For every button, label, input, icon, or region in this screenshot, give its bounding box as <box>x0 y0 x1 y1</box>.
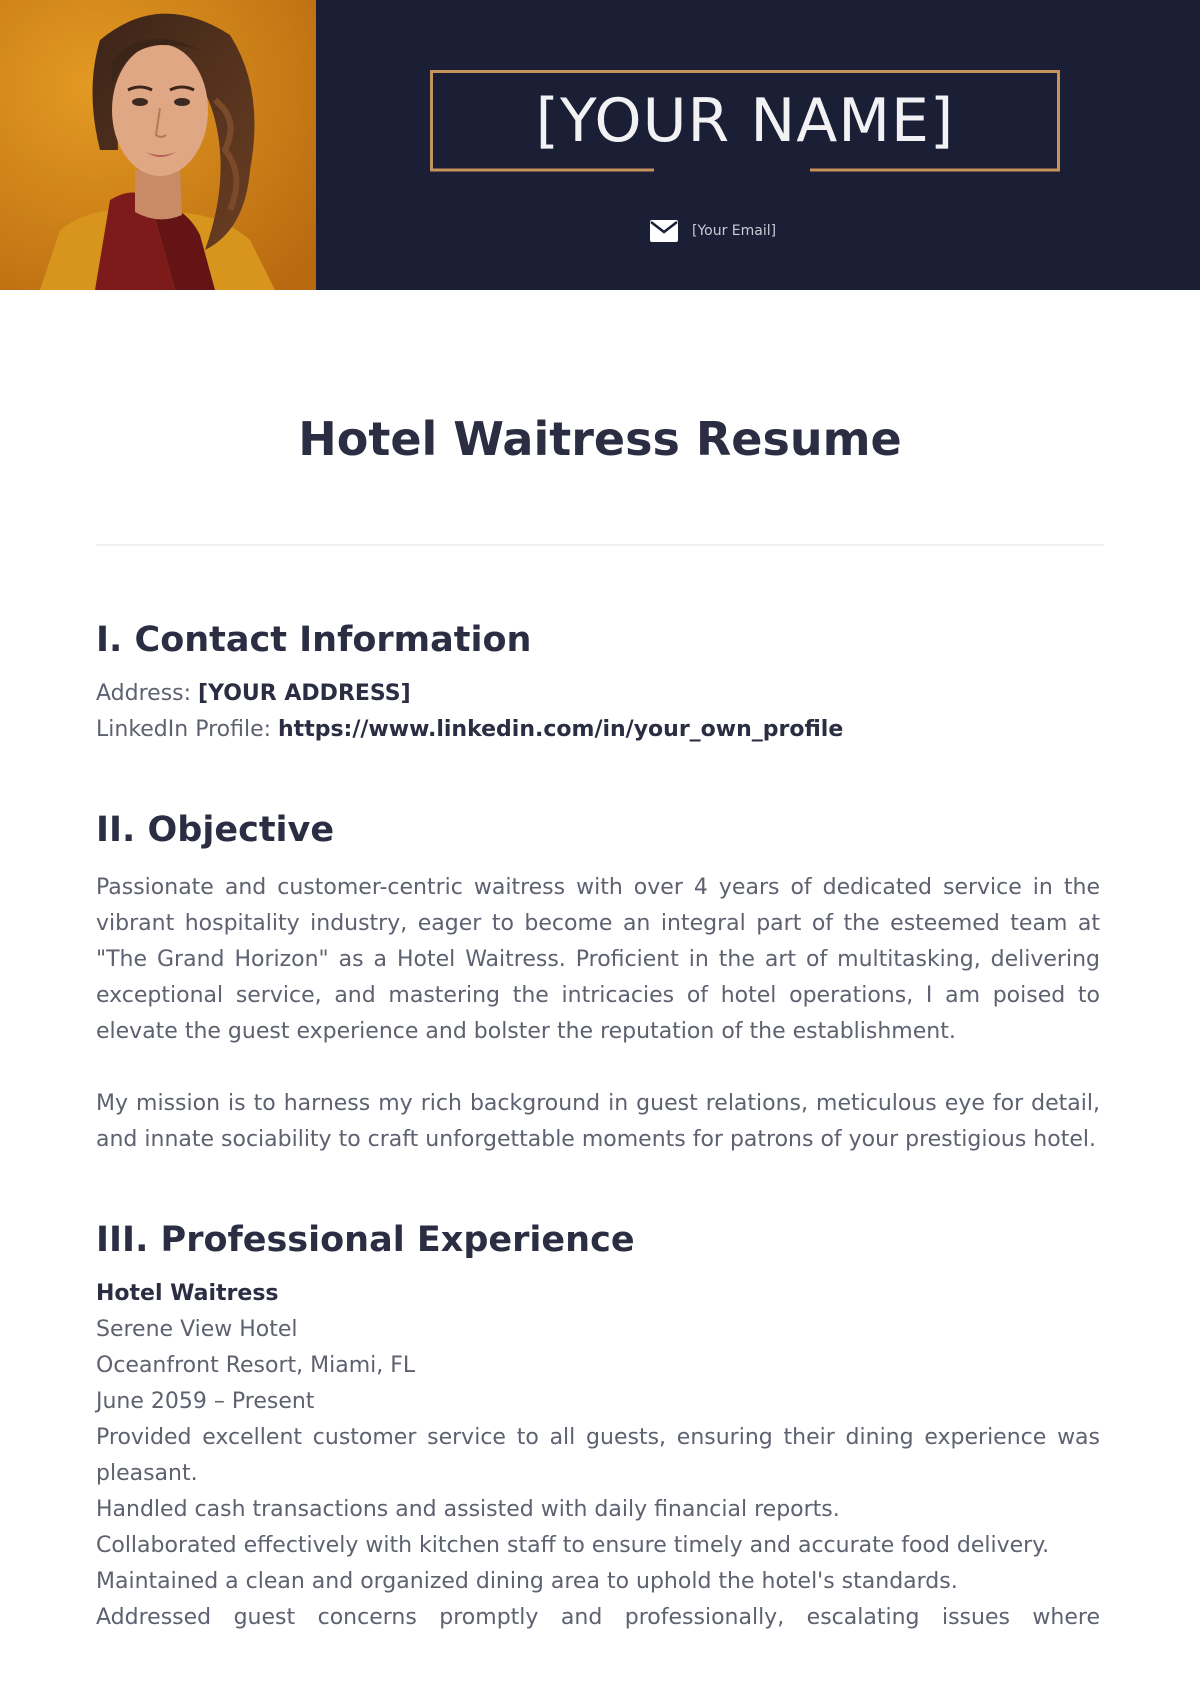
address-value: [YOUR ADDRESS] <box>198 681 411 706</box>
objective-section <box>96 802 1100 1158</box>
title-divider <box>96 544 1104 546</box>
duty-item: Maintained a clean and organized dining area to uphold the hotel's standards. <box>96 1569 958 1594</box>
resume-header <box>0 0 1200 290</box>
email-text: [Your Email] <box>692 223 777 239</box>
contact-section <box>96 612 1100 748</box>
employer: Serene View Hotel <box>96 1317 298 1342</box>
duty-item: Collaborated effectively with kitchen staff to ensure timely and accurate food delivery. <box>96 1533 1050 1558</box>
envelope-icon <box>650 220 678 242</box>
profile-photo <box>0 0 316 290</box>
objective-paragraph-1: Passionate and customer-centric waitress with over 4 years of dedicated service in the vibrant hospitality industry, eager to become an integral part of the esteemed team at "The Grand Horizon" as a Hotel Waitress. Proficient in the art of multitasking, delivering exceptional service, and mastering the intricacies of hotel operations, I am poised to elevate the guest experience and bolster the reputation of the establishment. <box>96 875 1100 1044</box>
address-label: Address: <box>96 681 199 706</box>
job-location: Oceanfront Resort, Miami, FL <box>96 1353 416 1378</box>
experience-section <box>96 1212 1100 1636</box>
job-title: Hotel Waitress <box>96 1281 279 1306</box>
linkedin-row <box>96 712 1100 748</box>
name-frame <box>430 70 1060 172</box>
portrait-illustration <box>0 0 316 290</box>
section-heading-objective: II. Objective <box>96 810 335 850</box>
linkedin-link[interactable]: https://www.linkedin.com/in/your_own_profile <box>278 717 844 742</box>
section-heading-experience: III. Professional Experience <box>96 1220 635 1260</box>
linkedin-label: LinkedIn Profile: <box>96 717 279 742</box>
duty-item: Addressed guest concerns promptly and professionally, escalating issues where <box>96 1605 1100 1630</box>
duty-item: Provided excellent customer service to all guests, ensuring their dining experience was pleasant. <box>96 1425 1100 1486</box>
document-title: Hotel Waitress Resume <box>298 412 902 466</box>
duty-item: Handled cash transactions and assisted with daily financial reports. <box>96 1497 840 1522</box>
objective-paragraph-2: My mission is to harness my rich background in guest relations, meticulous eye for detail, and innate sociability to craft unforgettable moments for patrons of your prestigious hotel. <box>96 1091 1100 1152</box>
address-row <box>96 676 1100 712</box>
section-heading-contact: I. Contact Information <box>96 620 532 660</box>
job-dates: June 2059 – Present <box>96 1389 315 1414</box>
resume-body <box>96 612 1100 1636</box>
header-email[interactable] <box>650 219 776 243</box>
candidate-name: [YOUR NAME] <box>535 86 955 156</box>
